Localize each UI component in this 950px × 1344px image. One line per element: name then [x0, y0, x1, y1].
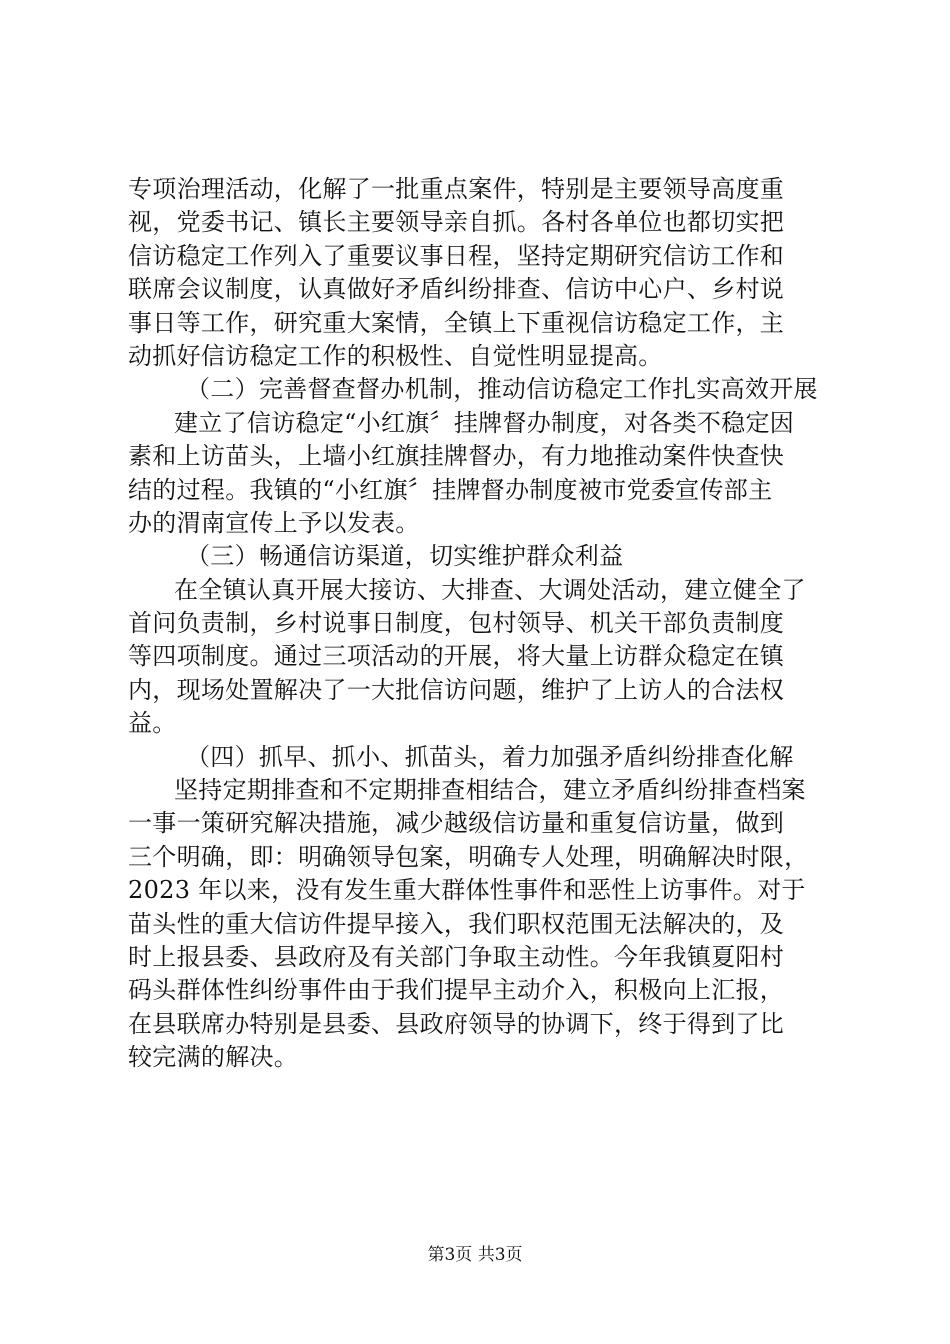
text-line: 结的过程。我镇的“小红旗〞挂牌督办制度被市党委宣传部主	[128, 475, 773, 504]
paragraph-start: 坚持定期排查和不定期排查相结合，建立矛盾纠纷排查档案	[174, 776, 806, 805]
text-line: 2023 年以来，没有发生重大群体性事件和恶性上访事件。对于	[128, 876, 806, 905]
text-line: 动抓好信访稳定工作的积极性、自觉性明显提高。	[128, 341, 663, 370]
section-heading-3: （三）畅通信访渠道，切实维护群众利益	[186, 542, 624, 571]
text-line: 苗头性的重大信访件提早接入，我们职权范围无法解决的，及	[128, 909, 785, 938]
text-line: 事日等工作，研究重大案情，全镇上下重视信访稳定工作，主	[128, 308, 785, 337]
text-line: 时上报县委、县政府及有关部门争取主动性。今年我镇夏阳村	[128, 942, 785, 971]
text-line: 三个明确，即：明确领导包案，明确专人处理，明确解决时限，	[128, 842, 809, 871]
text-line: 一事一策研究解决措施，减少越级信访量和重复信访量，做到	[128, 809, 785, 838]
text-line: 素和上访苗头，上墙小红旗挂牌督办，有力地推动案件快查快	[128, 442, 785, 471]
text-line: 较完满的解决。	[128, 1043, 299, 1072]
section-heading-4: （四）抓早、抓小、抓苗头，着力加强矛盾纠纷排查化解	[186, 742, 794, 771]
text-line: 办的渭南宣传上予以发表。	[128, 508, 420, 537]
text-line: 首问负责制，乡村说事日制度，包村领导、机关干部负责制度	[128, 609, 785, 638]
text-line: 益。	[128, 709, 177, 738]
text-line: 在县联席办特别是县委、县政府领导的协调下，终于得到了比	[128, 1009, 785, 1038]
text-line: 专项治理活动，化解了一批重点案件，特别是主要领导高度重	[128, 175, 785, 203]
text-line: 信访稳定工作列入了重要议事日程，坚持定期研究信访工作和	[128, 241, 785, 270]
text-line: 联席会议制度，认真做好矛盾纠纷排查、信访中心户、乡村说	[128, 275, 785, 304]
text-line: 内，现场处置解决了一大批信访问题，维护了上访人的合法权	[128, 675, 785, 704]
section-heading-2: （二）完善督查督办机制，推动信访稳定工作扎实高效开展	[186, 375, 818, 404]
text-line: 码头群体性纠纷事件由于我们提早主动介入，积极向上汇报，	[128, 976, 785, 1005]
page-number-footer: 第3页 共3页	[427, 1245, 523, 1265]
text-line: 视，党委书记、镇长主要领导亲自抓。各村各单位也都切实把	[128, 208, 785, 237]
paragraph-start: 建立了信访稳定“小红旗〞挂牌督办制度，对各类不稳定因	[174, 408, 795, 437]
text-line: 等四项制度。通过三项活动的开展，将大量上访群众稳定在镇	[128, 642, 785, 671]
paragraph-start: 在全镇认真开展大接访、大排查、大调处活动，建立健全了	[174, 575, 806, 604]
document-body	[128, 173, 828, 1075]
